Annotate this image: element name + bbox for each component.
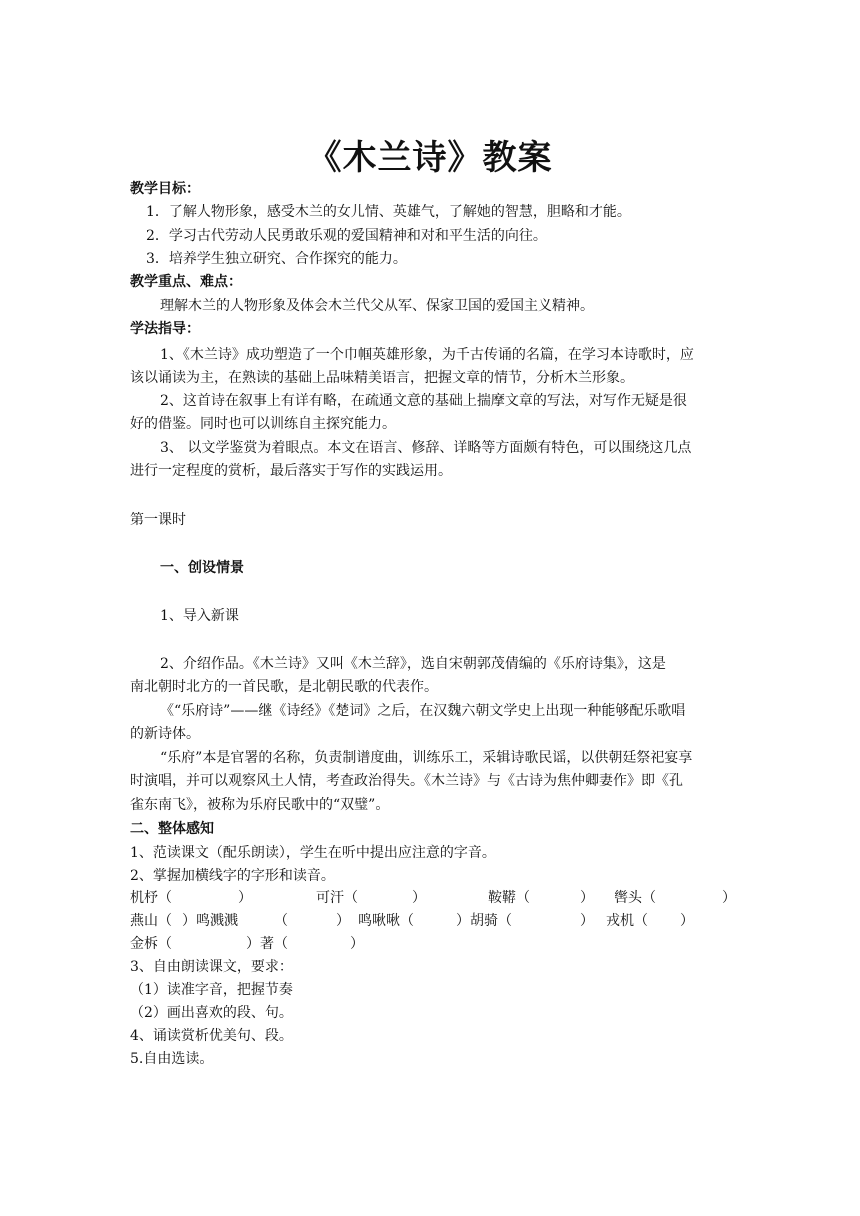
- objective-item: 2．学习古代劳动人民勇敢乐观的爱国精神和对和平生活的向往。: [146, 228, 547, 244]
- task-text: 4、诵读赏析优美句、段。: [130, 1028, 293, 1044]
- key-points-heading: 教学重点、难点：: [130, 274, 242, 290]
- vocab-paren: ）: [722, 890, 736, 906]
- section-heading: 一、创设情景: [160, 560, 244, 576]
- yuefu-paragraph-line: 的新诗体。: [130, 726, 200, 742]
- objective-item: 3．培养学生独立研究、合作探究的能力。: [146, 251, 407, 267]
- vocab-item: 机杼（: [130, 890, 172, 906]
- vocab-item: 金柝（: [130, 936, 172, 952]
- vocab-item: 戎机（: [606, 913, 648, 929]
- vocab-item: 鸣啾啾（: [358, 913, 414, 929]
- vocab-paren: ）: [680, 913, 694, 929]
- yuefu-paragraph-line: 《“乐府诗”——继《诗经》《楚词》之后，在汉魏六朝文学史上出现一种能够配乐歌唱: [160, 703, 686, 719]
- method-paragraph-line: 好的借鉴。同时也可以训练自主探究能力。: [130, 416, 396, 432]
- task-text: 3、自由朗读课文，要求：: [130, 959, 293, 975]
- vocab-paren: ）: [336, 913, 350, 929]
- vocab-item: 著（: [260, 936, 288, 952]
- objective-item: 1．了解人物形象，感受木兰的女儿情、英雄气，了解她的智慧，胆略和才能。: [146, 204, 631, 220]
- section-heading: 二、整体感知: [130, 821, 214, 837]
- objectives-heading: 教学目标：: [130, 181, 200, 197]
- vocab-paren: （: [274, 913, 288, 929]
- key-points-text: 理解木兰的人物形象及体会木兰代父从军、保家卫国的爱国主义精神。: [160, 298, 594, 314]
- method-heading: 学法指导：: [130, 321, 200, 337]
- method-paragraph-line: 该以诵读为主，在熟读的基础上品味精美语言，把握文章的情节，分析木兰形象。: [130, 370, 634, 386]
- vocab-item: 燕山（: [130, 913, 172, 929]
- task-text: 5.自由选读。: [130, 1051, 214, 1067]
- method-paragraph-line: 2、这首诗在叙事上有详有略，在疏通文意的基础上揣摩文章的写法，对写作无疑是很: [160, 393, 687, 409]
- vocab-paren: ）: [580, 890, 594, 906]
- vocab-item: 可汗（: [316, 890, 358, 906]
- vocab-paren: ）: [238, 890, 252, 906]
- lesson-heading: 第一课时: [130, 512, 186, 528]
- vocab-item: 辔头（: [614, 890, 656, 906]
- vocab-paren: ）: [350, 936, 364, 952]
- intro-paragraph-line: 2、介绍作品。《木兰诗》又叫《木兰辞》，选自宋朝郭茂倩编的《乐府诗集》，这是: [160, 656, 666, 672]
- task-text: 2、掌握加横线字的字形和读音。: [130, 868, 335, 884]
- method-paragraph-line: 1、《木兰诗》成功塑造了一个巾帼英雄形象，为千古传诵的名篇，在学习本诗歌时，应: [160, 347, 694, 363]
- task-subitem: （1）读准字音，把握节奏: [130, 982, 293, 998]
- vocab-item: 鞍鞯（: [488, 890, 530, 906]
- yuefu-paragraph-line: “乐府”本是官署的名称，负责制谱度曲，训练乐工，采辑诗歌民谣，以供朝廷祭祀宴享: [160, 750, 693, 766]
- vocab-item: ）胡骑（: [456, 913, 512, 929]
- yuefu-paragraph-line: 时演唱，并可以观察风土人情，考查政治得失。《木兰诗》与《古诗为焦仲卿妻作》即《孔: [130, 773, 683, 789]
- vocab-paren: ）: [412, 890, 426, 906]
- task-subitem: （2）画出喜欢的段、句。: [130, 1005, 293, 1021]
- method-paragraph-line: 3、 以文学鉴赏为着眼点。本文在语言、修辞、详略等方面颇有特色，可以围绕这几点: [160, 440, 692, 456]
- vocab-item: ）鸣溅溅: [182, 913, 238, 929]
- method-paragraph-line: 进行一定程度的赏析，最后落实于写作的实践运用。: [130, 463, 452, 479]
- task-text: 1、范读课文（配乐朗读），学生在听中提出应注意的字音。: [130, 845, 496, 861]
- vocab-paren: ）: [580, 913, 594, 929]
- page-title: 《木兰诗》教案: [307, 138, 553, 178]
- yuefu-paragraph-line: 雀东南飞》，被称为乐府民歌中的“双璧”。: [130, 797, 390, 813]
- intro-paragraph-line: 南北朝时北方的一首民歌，是北朝民歌的代表作。: [130, 679, 438, 695]
- vocab-paren: ）: [246, 936, 260, 952]
- step-text: 1、导入新课: [160, 608, 239, 624]
